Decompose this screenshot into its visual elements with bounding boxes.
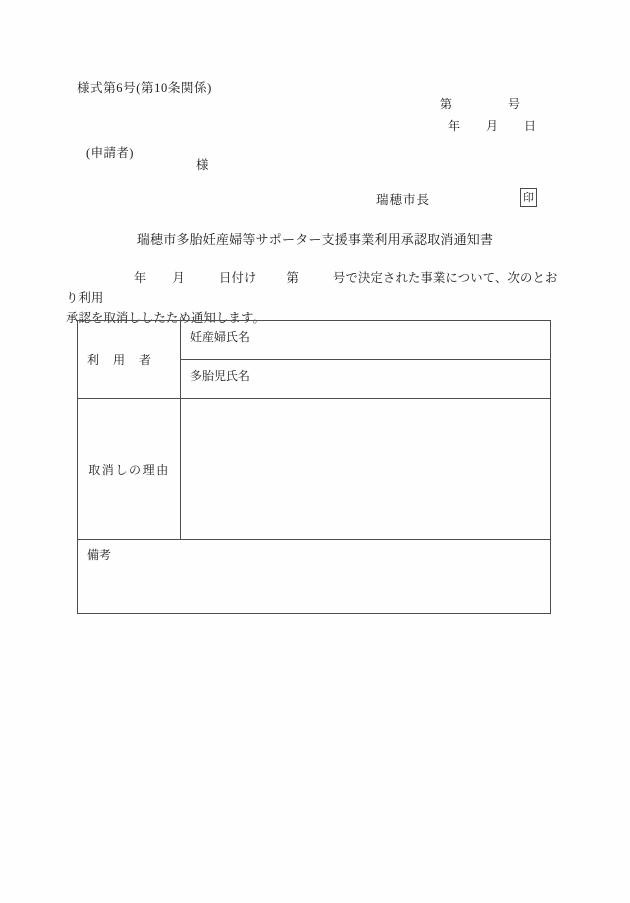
- remarks-label: 備考: [87, 548, 112, 562]
- number-prefix: 第: [440, 97, 453, 111]
- body-text: [66, 268, 566, 328]
- number-blank[interactable]: [462, 95, 508, 112]
- table-row: [78, 540, 551, 614]
- remarks-cell[interactable]: [78, 540, 551, 614]
- body-line-2: 承認を取消ししたため通知します。: [66, 311, 265, 325]
- seal-stamp-box: 印: [520, 188, 537, 207]
- body-number-suffix: 号で決定された事業について、次のとおり利用: [66, 271, 558, 305]
- user-label-char-2: 用: [113, 353, 126, 367]
- form-table: [77, 320, 551, 614]
- issuer-name: 瑞穂市長: [376, 193, 431, 207]
- user-section-label: [78, 321, 181, 399]
- document-number-block: [440, 95, 560, 134]
- document-date-row: [440, 117, 560, 134]
- body-day-suffix: 日付け: [219, 271, 257, 285]
- applicant-label: (申請者): [86, 146, 134, 160]
- cancellation-reason-input[interactable]: [181, 399, 551, 540]
- user-label-char-3: 者: [139, 353, 152, 367]
- document-title: 瑞穂市多胎妊産婦等サポーター支援事業利用承認取消通知書: [136, 232, 494, 247]
- multiples-name-cell[interactable]: [181, 360, 551, 399]
- body-number-prefix: 第: [286, 271, 299, 285]
- body-year: 年: [134, 271, 147, 285]
- applicant-honorific: 様: [196, 158, 209, 172]
- date-year: 年: [448, 119, 461, 133]
- table-row: [78, 321, 551, 360]
- mother-name-cell[interactable]: [181, 321, 551, 360]
- form-code: 様式第6号(第10条関係): [77, 81, 212, 95]
- mother-name-label: 妊産婦氏名: [190, 330, 251, 344]
- cancellation-reason-label: 取消しの理由: [78, 399, 181, 540]
- date-day: 日: [524, 119, 537, 133]
- number-suffix: 号: [508, 97, 521, 111]
- date-month: 月: [486, 119, 499, 133]
- table-row: [78, 399, 551, 540]
- body-month: 月: [172, 271, 185, 285]
- body-line-1: [66, 271, 557, 305]
- document-number-row: [440, 95, 560, 112]
- multiples-name-label: 多胎児氏名: [190, 369, 251, 383]
- user-label-char-1: 利: [87, 353, 100, 367]
